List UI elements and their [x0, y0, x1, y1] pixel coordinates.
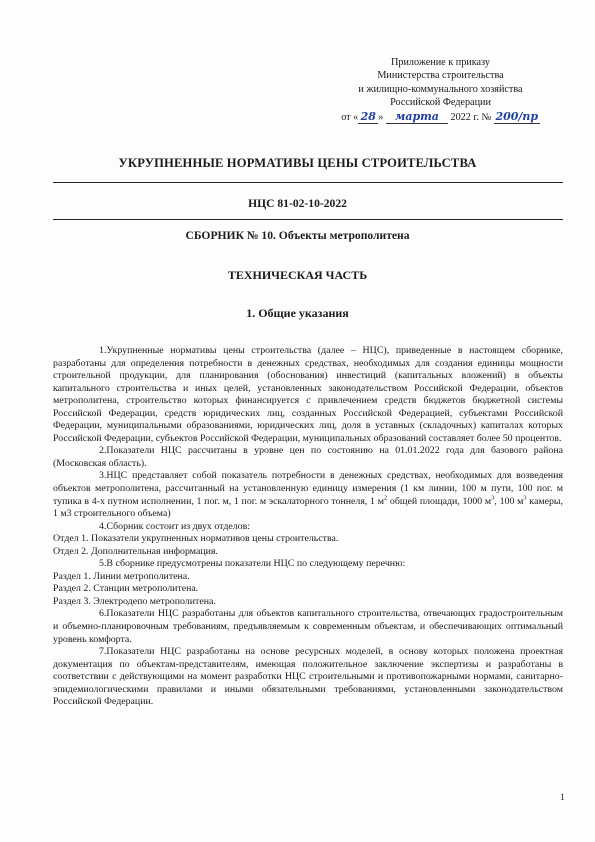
paragraph-text: Сборник состоит из двух отделов: [106, 520, 251, 532]
appendix-header [318, 56, 563, 124]
paragraph-text: общей площади, 1000 м [387, 495, 492, 507]
appendix-line-3: и жилищно-коммунального хозяйства [358, 83, 523, 95]
appendix-line-2: Министерства строительства [377, 70, 504, 82]
paragraph-number: 1. [99, 345, 107, 356]
paragraph-number: 6. [99, 608, 107, 620]
order-line [318, 110, 563, 124]
document-code: НЦС 81-02-10-2022 [248, 197, 347, 210]
superscript: 2 [383, 494, 388, 502]
paragraph-number: 3. [99, 470, 107, 482]
paragraph-6 [53, 608, 563, 646]
paragraph-text: В сборнике предусмотрены показатели НЦС по следующему перечню: [106, 558, 406, 570]
body-text [53, 345, 563, 709]
main-title: УКРУПНЕННЫЕ НОРМАТИВЫ ЦЕНЫ СТРОИТЕЛЬСТВА [118, 156, 477, 170]
paragraph-5 [53, 558, 563, 571]
paragraph-text: НЦС представляет собой показатель потребности в денежных средствах, необходимых для возведения объектов метрополитена, рассчитанный на установленную единицу измерения (1 км линии, 100 м пути, 100 пог. м тупика в 4-х путном исполнении, 1 пог. м, 1 пог. м эскалаторного тоннеля, 1 м [53, 470, 563, 507]
divider-top [53, 182, 563, 183]
paragraph-1 [53, 345, 563, 445]
paragraph-text: камеры, 1 м3 строительного объема) [53, 495, 563, 520]
section-title: 1. Общие указания [246, 306, 349, 320]
paragraph-number: 2. [99, 445, 107, 457]
divider-bottom [53, 219, 563, 220]
paragraph-text: Показатели НЦС рассчитаны в уровне цен по состоянию на 01.01.2022 года для базового района (Московская область). [53, 445, 563, 469]
paragraph-number: 4. [99, 520, 107, 532]
paragraph-text: Укрупненные нормативы цены строительства (далее – НЦС), приведенные в настоящем сборнике, разработаны для определения потребности в денежных средствах, необходимых для создания единицы мощности строительной продукции, для планирования (обоснования) инвестиций (капитальных вложений) в объекты капитального строительства и иных целей, установленных законодательством Российской Федерации, объектов метрополитена, строительство которых финансируется с привлечением средств бюджетов бюджетной системы Российской Федерации, средств юридических лиц, созданных Российской Федерацией, субъектами Российской Федерации, муниципальными образованиями, юридических лиц, доля в уставных (складочных) капиталах которых Российской Федерации, субъектов Российской Федерации, муниципальных образований составляет более 50 процентов. [53, 345, 563, 444]
superscript: 3 [523, 494, 527, 502]
paragraph-text: , 100 м [494, 495, 524, 507]
collection-title: СБОРНИК № 10. Объекты метрополитена [185, 229, 410, 242]
section-line-1: Раздел 1. Линии метрополитена. [53, 570, 190, 582]
appendix-line-1: Приложение к приказу [391, 57, 490, 68]
superscript: 3 [491, 494, 495, 502]
division-line-2: Отдел 2. Дополнительная информация. [53, 545, 218, 557]
order-day-handwritten: 28 [358, 110, 378, 124]
paragraph-7 [53, 646, 563, 709]
page-number: 1 [560, 793, 565, 803]
paragraph-text: Показатели НЦС разработаны для объектов капитального строительства, отвечающих градостроительным и объемно-планировочным требованиям, предъявляемым к современным объектам, и обеспечивающих оптимальный уровень комфорта. [53, 608, 563, 645]
order-mid: » [378, 111, 384, 123]
paragraph-3 [53, 470, 563, 520]
order-year: 2022 г. № [450, 111, 492, 123]
part-title: ТЕХНИЧЕСКАЯ ЧАСТЬ [227, 268, 368, 282]
paragraph-2 [53, 445, 563, 470]
order-number-handwritten: 200/пр [495, 109, 539, 123]
section-line-3: Раздел 3. Электродепо метрополитена. [53, 595, 216, 607]
order-month-handwritten: марта [386, 110, 448, 124]
division-line-1: Отдел 1. Показатели укрупненных нормативов цены строительства. [53, 533, 339, 545]
appendix-line-4: Российской Федерации [390, 97, 491, 109]
section-line-2: Раздел 2. Станции метрополитена. [53, 583, 199, 595]
paragraph-number: 7. [99, 646, 107, 658]
paragraph-text: Показатели НЦС разработаны на основе ресурсных моделей, в основу которых положена проектная документация по объектам-представителям, имеющая положительное заключение экспертизы и разработаны в соответствии с действующими на момент разработки НЦС строительными и противопожарными нормами, санитарно-эпидемиологическими правилами и иными обязательными требованиями, установленными законодательством Российской Федерации. [53, 646, 563, 708]
paragraph-4 [53, 521, 563, 534]
paragraph-number: 5. [99, 558, 107, 570]
order-prefix: от « [341, 111, 359, 123]
